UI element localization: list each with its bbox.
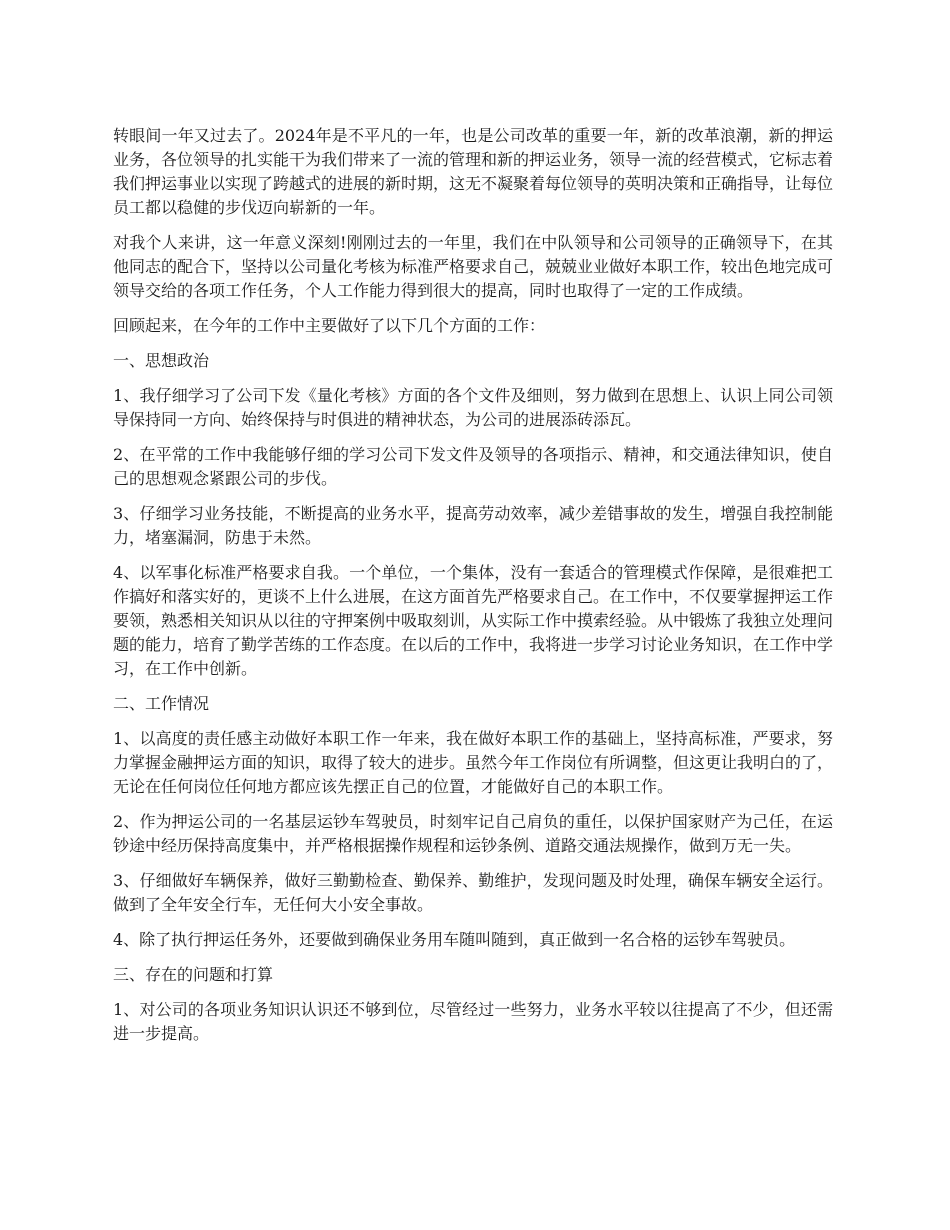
paragraph-politics-3: 3、仔细学习业务技能，不断提高的业务水平，提高劳动效率，减少差错事故的发生，增强自我控制能力，堵塞漏洞，防患于未然。 [113,504,833,547]
document-page [113,124,833,1057]
paragraph-intro: 转眼间一年又过去了。2024年是不平凡的一年，也是公司改革的重要一年，新的改革浪潮，新的押运业务，各位领导的扎实能干为我们带来了一流的管理和新的押运业务，领导一流的经营模式，它标志着我们押运事业以实现了跨越式的进展的新时期，这无不凝聚着每位领导的英明决策和正确指导，让每位员工都以稳健的步伐迈向崭新的一年。 [113,126,834,217]
paragraph-politics-4: 4、以军事化标准严格要求自我。一个单位，一个集体，没有一套适合的管理模式作保障，是很难把工作搞好和落实好的，更谈不上什么进展，在这方面首先严格要求自己。在工作中，不仅要掌握押运工作要领，熟悉相关知识从以往的守押案例中吸取刻训，从实际工作中摸索经验。从中锻炼了我独立处理问题的能力，培育了勤学苦练的工作态度。在以后的工作中，我将进一步学习讨论业务知识，在工作中学习，在工作中创新。 [113,563,834,678]
paragraph-work-1: 1、以高度的责任感主动做好本职工作一年来，我在做好本职工作的基础上，坚持高标准，严要求，努力掌握金融押运方面的知识，取得了较大的进步。虽然今年工作岗位有所调整，但这更让我明白的了，无论在任何岗位任何地方都应该先摆正自己的位置，才能做好自己的本职工作。 [113,729,834,796]
paragraph-politics-2: 2、在平常的工作中我能够仔细的学习公司下发文件及领导的各项指示、精神，和交通法律知识，使自己的思想观念紧跟公司的步伐。 [113,445,833,488]
paragraph-review: 回顾起来，在今年的工作中主要做好了以下几个方面的工作： [113,316,546,335]
section-heading-work: 二、工作情况 [113,694,210,713]
paragraph-problems-1: 1、对公司的各项业务知识认识还不够到位，尽管经过一些努力，业务水平较以往提高了不少，但还需进一步提高。 [113,1000,833,1043]
section-heading-politics: 一、思想政治 [113,351,210,370]
paragraph-work-4: 4、除了执行押运任务外，还要做到确保业务用车随叫随到，真正做到一名合格的运钞车驾驶员。 [113,930,796,949]
paragraph-work-2: 2、作为押运公司的一名基层运钞车驾驶员，时刻牢记自己肩负的重任，以保护国家财产为己任，在运钞途中经历保持高度集中，并严格根据操作规程和运钞条例、道路交通法规操作，做到万无一失。 [113,812,833,855]
section-heading-problems: 三、存在的问题和打算 [113,965,274,984]
paragraph-politics-1: 1、我仔细学习了公司下发《量化考核》方面的各个文件及细则，努力做到在思想上、认识上同公司领导保持同一方向、始终保持与时俱进的精神状态，为公司的进展添砖添瓦。 [113,386,833,429]
paragraph-personal: 对我个人来讲，这一年意义深刻!刚刚过去的一年里，我们在中队领导和公司领导的正确领导下，在其他同志的配合下，坚持以公司量化考核为标准严格要求自己，兢兢业业做好本职工作，较出色地完成可领导交给的各项工作任务，个人工作能力得到很大的提高，同时也取得了一定的工作成绩。 [113,233,834,300]
paragraph-work-3: 3、仔细做好车辆保养，做好三勤勤检查、勤保养、勤维护，发现问题及时处理，确保车辆安全运行。做到了全年安全行车，无任何大小安全事故。 [113,871,833,914]
